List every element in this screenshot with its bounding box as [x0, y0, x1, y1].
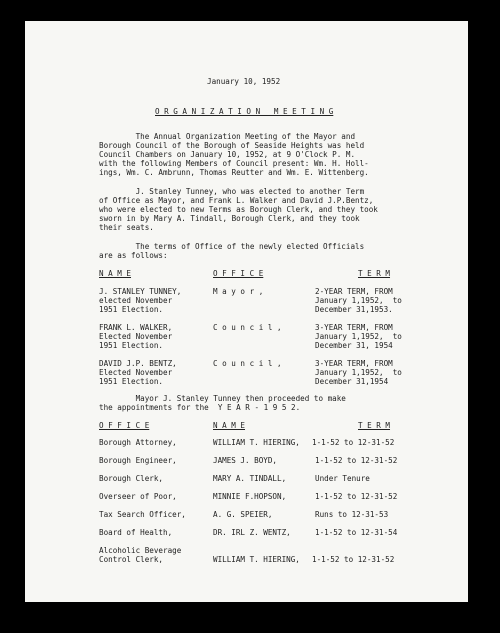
table2-header-office: O F F I C E [99, 421, 150, 430]
table1-header-term: T E R M [358, 269, 391, 278]
table2-header-name: N A M E [213, 421, 246, 430]
document-date: January 10, 1952 [207, 77, 281, 86]
table1-header-name: N A M E [99, 269, 132, 278]
document-page: January 10, 1952 O R G A N I Z A T I O N M E E T I N G The Annual Organization Meeting of the Mayor and Borough Council of the Borough of Seaside Heights was held Council Chambers on January 10, 1952, at 9 O'Clock P. M. with the following Members of Council present: Wm. H. Holl- ings, Wm. C. Ambrunn, Thomas Reutter and Wm. E. Wittenberg. J. Stanley Tunney, who was elected to another Term of Office as Mayor, and Frank L. Walker and David J.P.Bentz, who were elected to new Terms as Borough Clerk, and they took sworn in by Mary A. Tindall, Borough Clerk, and they took their seats. The terms of Office of the newly elected Officials are as follows: N A M E O F F I C E T E R M J. STANLEY TUNNEY, elected November 1951 Election. M a y o r , 2-YEAR TERM, FROM January 1,1952, to December 31,1953. FRANK L. WALKER, Elected November 1951 Election. C o u n c i l , 3-YEAR TERM, FROM January 1,1952, to December 31, 1954 DAVID J.P. BENTZ, Elected November 1951 Election. C o u n c i l , 3-YEAR TERM, FROM January 1,1952, to December 31,1954 Mayor J. Stanley Tunney then proceeded to make the appointments for the Y E A R - 1 9 5 2. O F F I C E N A M E T E R M Borough Attorney, WILLIAM T. HIERING, 1-1-52 to 12-31-52 Borough Engineer, JAMES J. BOYD, 1-1-52 to 12-31-52 Borough Clerk, MARY A. TINDALL, Under Tenure Overseer of Poor, MINNIE F.HOPSON, 1-1-52 to 12-31-52 Tax Search Officer, A. G. SPEIER, Runs to 12-31-53 Board of Health, DR. IRL Z. WENTZ, 1-1-52 to 12-31-54 Alcoholic Beverage Control Clerk, WILLIAM T. HIERING, 1-1-52 to 12-31-52 [25, 21, 468, 602]
document-heading: O R G A N I Z A T I O N M E E T I N G [155, 107, 334, 116]
table2-header-term: T E R M [358, 421, 391, 430]
table1-header-office: O F F I C E [213, 269, 264, 278]
